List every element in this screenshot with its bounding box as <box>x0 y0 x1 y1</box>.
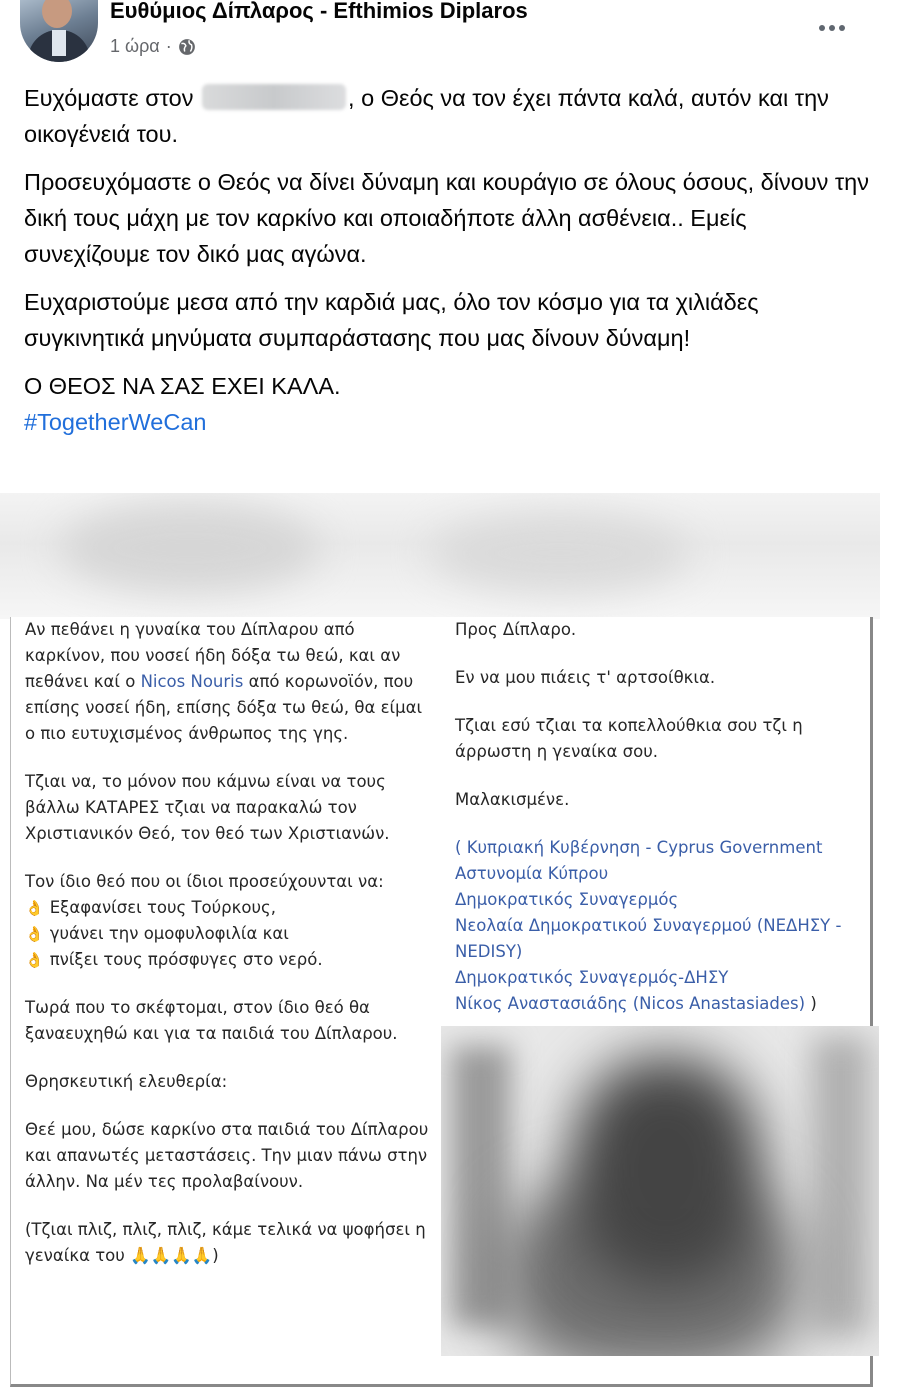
avatar-face <box>42 0 72 28</box>
shared-image[interactable] <box>0 493 880 1387</box>
avatar-shirt <box>52 30 66 56</box>
mention-link[interactable]: Nicos Nouris <box>140 672 244 691</box>
more-dot <box>819 25 825 31</box>
ok-hand-icon: 👌 <box>25 899 44 917</box>
right-column <box>455 617 875 1017</box>
meta-separator: · <box>165 36 172 56</box>
blurred-name <box>202 84 346 110</box>
left-paragraph-4: Τωρά που το σκέφτομαι, στον ίδιο θεό θα ξαναευχηθώ και για τα παιδιά του Δίπλαρου. <box>25 998 398 1043</box>
blur-shape <box>811 1036 871 1336</box>
left-paragraph-5: Θρησκευτική ελευθερία: <box>25 1072 228 1091</box>
tag-link[interactable]: Νεολαία Δημοκρατικού Συναγερμού (ΝΕΔΗΣΥ - NEDISY) <box>455 916 842 961</box>
blurred-header-area <box>0 493 880 619</box>
post-time[interactable]: 1 ώρα <box>110 36 160 56</box>
blur-shape <box>430 513 690 593</box>
post-paragraph-2: Προσευχόμαστε ο Θεός να δίνει δύναμη και κουράγιο σε όλους όσους, δίνουν την δική τους μάχη με τον καρκίνο και οποιαδήποτε άλλη ασθένεια.. Εμείς συνεχίζουμε τον δικό μας αγώνα. <box>24 169 870 267</box>
blur-shape <box>60 503 320 593</box>
post-paragraph-4: Ο ΘΕΟΣ ΝΑ ΣΑΣ ΕΧΕΙ ΚΑΛΑ. <box>24 373 341 399</box>
more-dot <box>839 25 845 31</box>
blur-shape <box>571 1056 761 1286</box>
more-options-icon[interactable] <box>812 12 852 42</box>
post-header <box>0 0 900 75</box>
right-paragraph-3: Τζιαι εσύ τζιαι τα κοπελλούθκια σου τζι η άρρωστη η γεναίκα σου. <box>455 716 803 761</box>
left-paragraph-3 <box>25 869 435 973</box>
ok-hand-icon: 👌 <box>25 925 44 943</box>
screenshot-card <box>10 617 873 1387</box>
more-dot <box>829 25 835 31</box>
post-p1-after: , ο Θεός να τον έχει πάντα καλά, αυτόν και την οικογένειά του. <box>24 85 829 147</box>
post-paragraph-1 <box>24 80 869 152</box>
blurred-photo <box>441 1026 879 1356</box>
left-column <box>25 617 435 1269</box>
globe-icon[interactable] <box>178 38 196 56</box>
bullet-item: Εξαφανίσει τους Τούρκους, <box>49 898 276 917</box>
left-paragraph-2: Τζιαι να, το μόνον που κάμνω είναι να τους βάλλω ΚΑΤΑΡΕΣ τζιαι να παρακαλώ τον Χριστιανικόν Θεό, τον θεό των Χριστιανών. <box>25 772 390 843</box>
post-meta <box>110 36 196 57</box>
tag-list <box>455 835 875 1017</box>
left-p1-a: Αν πεθάνει η γυναίκα του Δίπλαρου από καρκίνον, που νοσεί ήδη δόξα τω θεώ, και αν πεθάνει καί ο <box>25 620 401 691</box>
bullet-item: πνίξει τους πρόσφυγες στο νερό. <box>49 950 323 969</box>
tag-link[interactable]: Δημοκρατικός Συναγερμός <box>455 890 679 909</box>
hashtag-link[interactable]: #TogetherWeCan <box>24 409 207 435</box>
tag-link[interactable]: Κυπριακή Κυβέρνηση - Cyprus Government <box>466 838 823 857</box>
ok-hand-icon: 👌 <box>25 951 44 969</box>
post-p1-before: Ευχόμαστε στον <box>24 85 194 111</box>
right-paragraph-1: Προς Δίπλαρο. <box>455 620 577 639</box>
author-name[interactable]: Ευθύμιος Δίπλαρος - Efthimios Diplaros <box>110 0 528 23</box>
left-paragraph-6: Θεέ μου, δώσε καρκίνο στα παιδιά του Δίπλαρου και απανωτές μεταστάσεις. Την μιαν πάνω στην άλλην. Να μέν τες προλαβαίνουν. <box>25 1120 429 1191</box>
author-avatar[interactable] <box>20 0 98 62</box>
left-p3-intro: Τον ίδιο θεό που οι ίδιοι προσεύχουνται να: <box>25 872 384 891</box>
left-p1-b: από κορωνοϊόν, που επίσης νοσεί ήδη, επίσης δόξα τω θεώ, θα είμαι ο πιο ευτυχισμένος άνθρωπος της γης. <box>25 672 423 743</box>
open-paren: ( <box>455 838 467 857</box>
left-paragraph-1 <box>25 617 435 747</box>
post-text <box>24 80 869 440</box>
bullet-item: γυάνει την ομοφυλοφιλία και <box>49 924 289 943</box>
tag-link[interactable]: Νίκος Αναστασιάδης (Nicos Anastasiades) <box>455 994 806 1013</box>
left-paragraph-7: (Τζιαι πλιζ, πλιζ, πλιζ, κάμε τελικά να ψοφήσει η γεναίκα του 🙏🙏🙏🙏) <box>25 1220 426 1265</box>
right-paragraph-2: Εν να μου πιάεις τ' αρτσοίθκια. <box>455 668 716 687</box>
right-paragraph-4: Μαλακισμένε. <box>455 790 570 809</box>
close-paren: ) <box>805 994 817 1013</box>
tag-link[interactable]: Αστυνομία Κύπρου <box>455 864 609 883</box>
post-paragraph-3: Ευχαριστούμε μεσα από την καρδιά μας, όλο τον κόσμο για τα χιλιάδες συγκινητικά μηνύματα συμπαράστασης που μας δίνουν δύναμη! <box>24 289 759 351</box>
tag-link[interactable]: Δημοκρατικός Συναγερμός-ΔΗΣΥ <box>455 968 729 987</box>
